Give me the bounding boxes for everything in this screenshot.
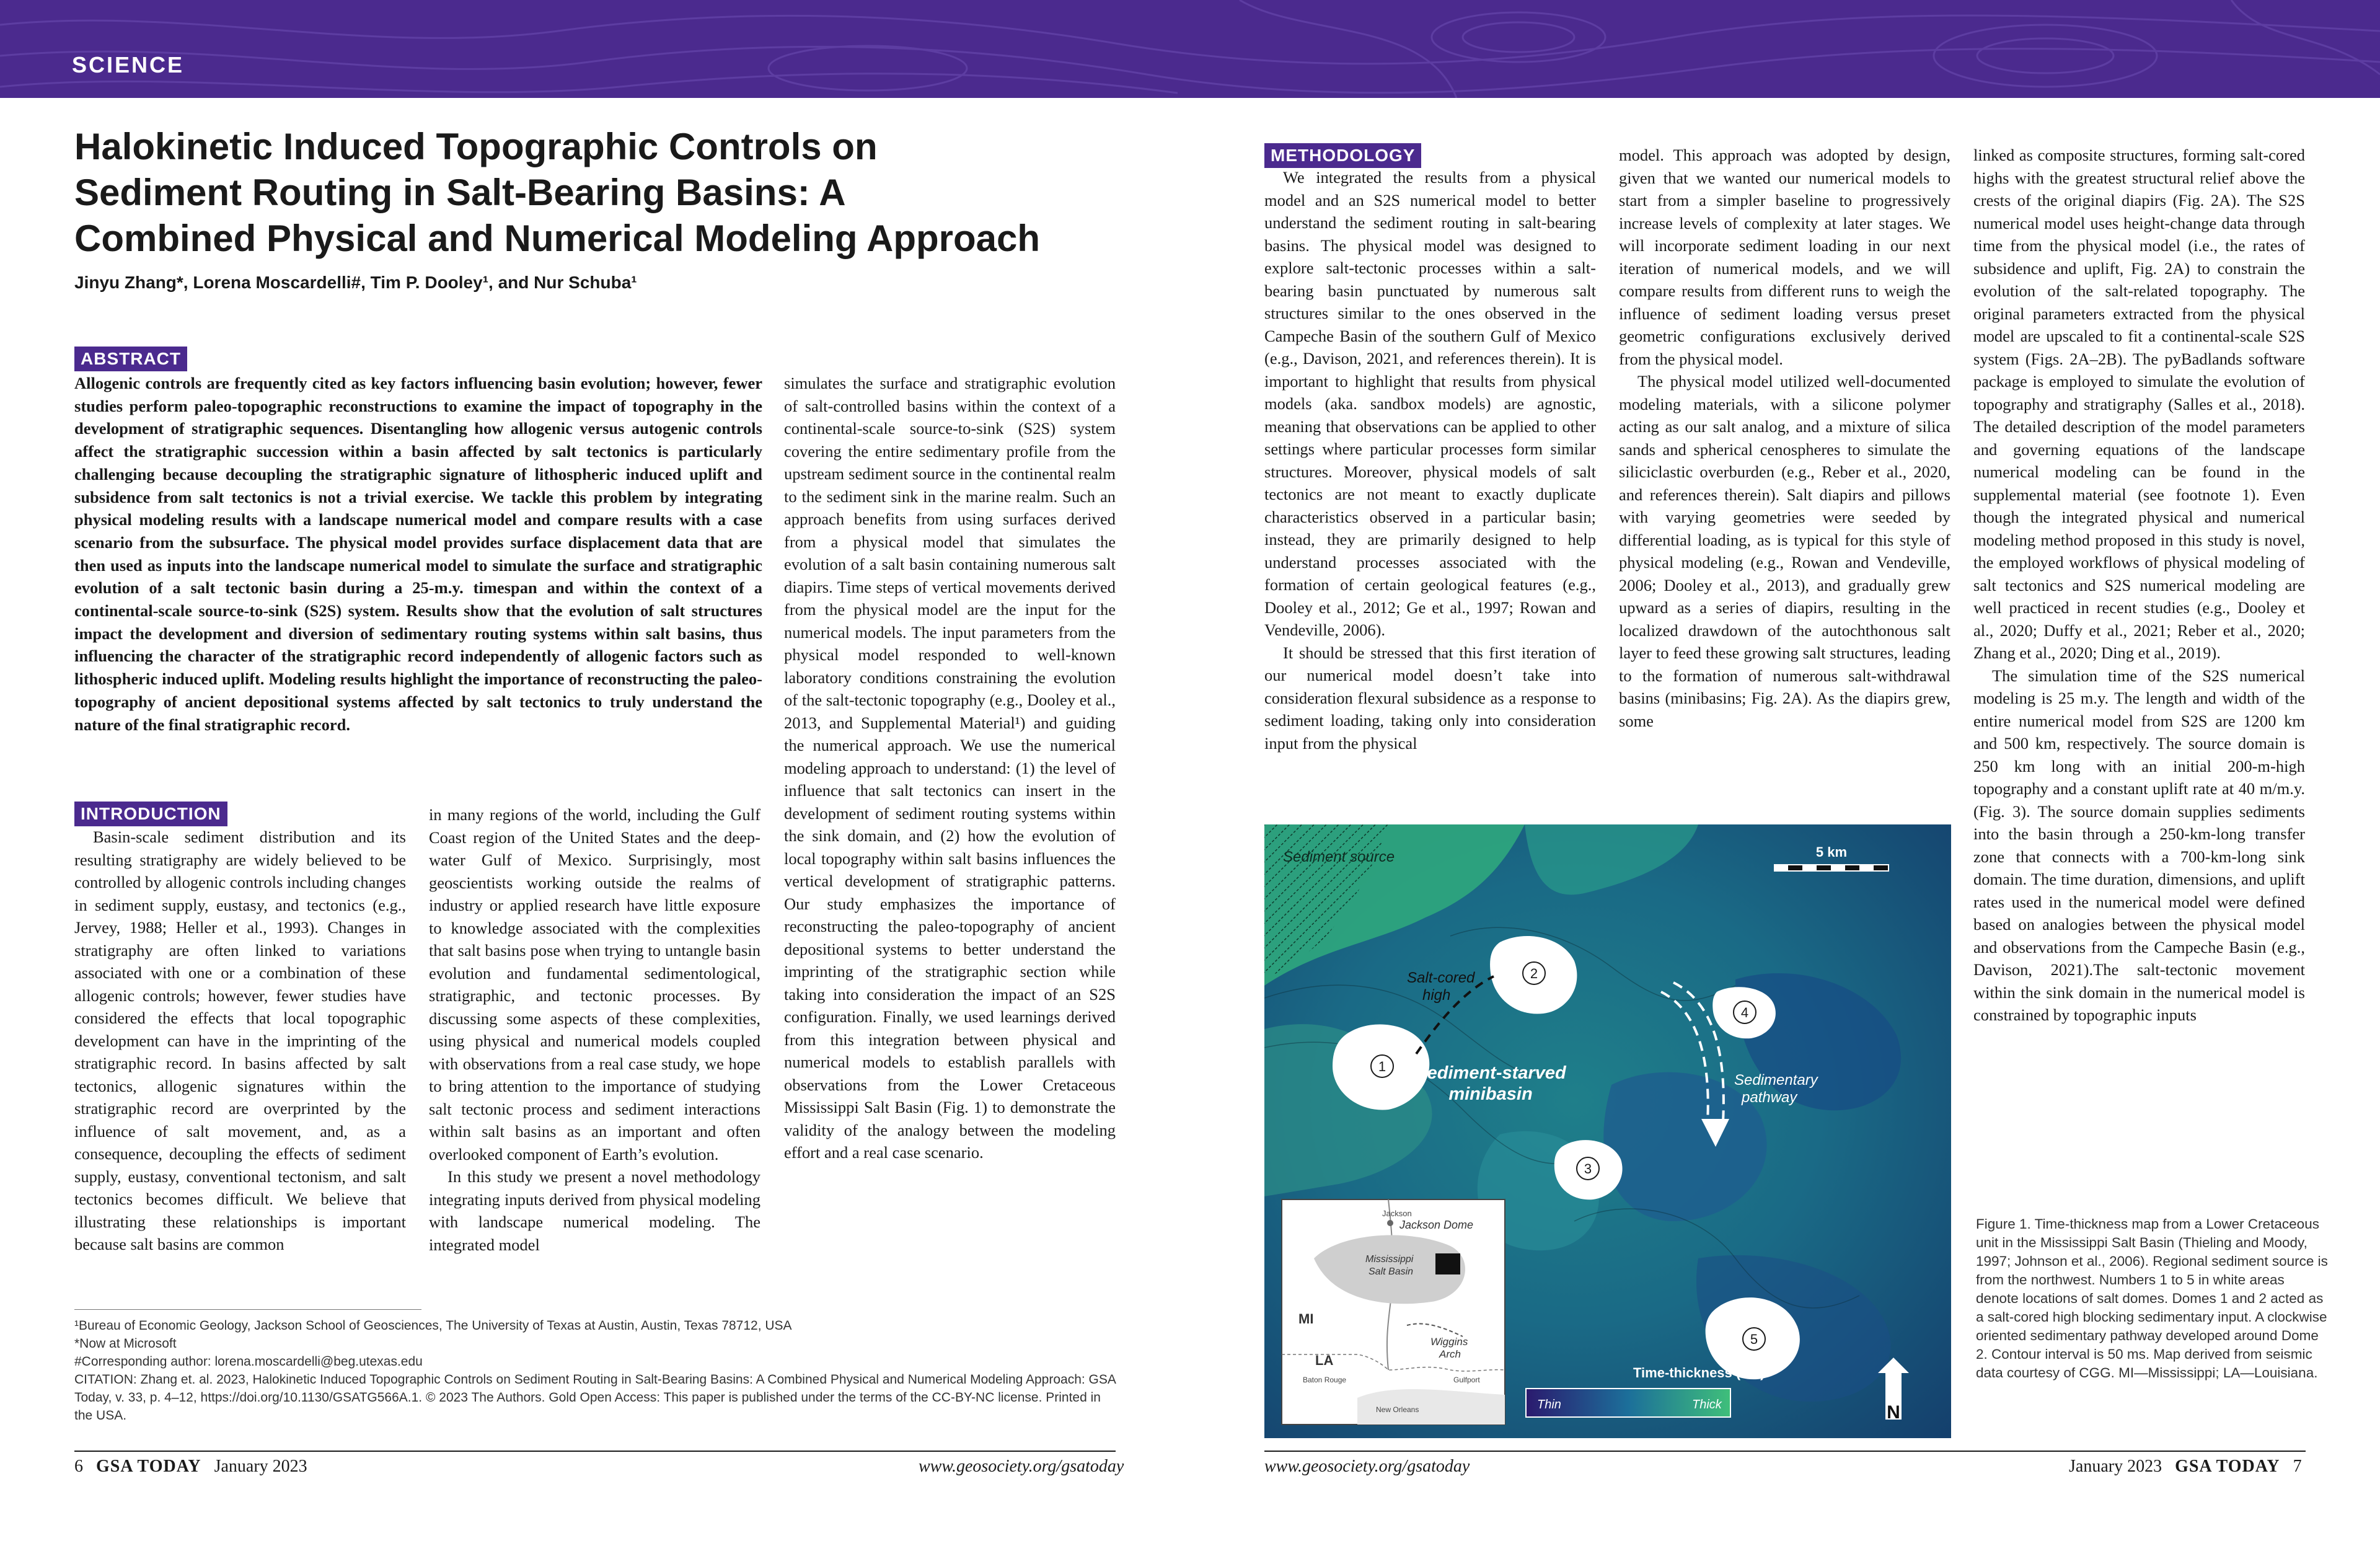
dome-number: 3: [1584, 1161, 1592, 1177]
citation-note: CITATION: Zhang et. al. 2023, Halokinetic Induced Topographic Controls on Sediment Routing in Salt-Bearing Basins: A Combined Physical and Numerical Modeling Approach: GSA Today, v. 33, p. 4–12, https://doi.org/10.1130/GSATG566A.1. © 2023 The Authors. Gold Open Access: This paper is published under the terms of the CC-BY-NC license. Printed in the USA.: [74, 1372, 1116, 1423]
methodology-column-3: [1973, 144, 2305, 1027]
inset-label: Mississippi Salt Basin: [1365, 1254, 1414, 1277]
sedimentary-pathway-label: Sedimentary pathway: [1734, 1072, 1818, 1106]
intro-column-2: [429, 803, 760, 1256]
abstract-body: [74, 372, 762, 736]
paragraph: Basin-scale sediment distribution and its resulting stratigraphy are widely believed to be controlled by allogenic controls including changes in sediment supply, eustasy, and tectonics (e.g., Jervey, 1988; Heller et al., 1993). Changes in stratigraphy are often linked to variations associated with one or a combination of these allogenic controls; however, fewer studies have considered the effects that local topographic development can have in the imprinting of the stratigraphic record. In basins affected by salt tectonics, allogenic signatures within the stratigraphic record are overprinted by the influence of salt movement, and, as a consequence, decoupling the effects of sediment supply, eustasy, conventional tectonism, and salt tectonics becomes difficult. We believe that illustrating these relationships is important because salt basins are common: [74, 828, 407, 1253]
issue-date: January 2023: [2069, 1457, 2162, 1476]
paragraph: in many regions of the world, including the Gulf Coast region of the United States and the deep-water Gulf of Mexico. Surprisingly, most geoscientists working outside the realms of industry or applied research have little exposure to knowledge associated with the complexities that salt basins pose when trying to untangle basin evolution and fundamental sedimentological, stratigraphic, and tectonic processes. By discussing some aspects of these complexities, using physical and numerical models coupled with observations from a real case study, we hope to bring attention to the importance of studying salt tectonic process and sediment interactions within salt basins as an important and often overlooked component of Earth’s evolution.: [429, 805, 760, 1164]
paragraph: The physical model utilized well-documented modeling materials, with a silicone polymer acting as our salt analog, and a mixture of silica sands and spherical cenospheres to simulate the siliciclastic overburden (e.g., Reber et al., 2020, and references therein). Salt diapirs and pillows with varying geometries were seeded by differential loading, as is typical for this style of physical modeling (e.g., Rowan and Vendeville, 2006; Dooley et al., 2013), and gradually grew upward as a series of diapirs, resulting in the localized drawdown of the autochthonous salt layer to feed these growing salt structures, leading to the formation of numerous salt-withdrawal basins (minibasins; Fig. 2A). As the diapirs grew, some: [1619, 372, 1950, 730]
folio-left: [74, 1457, 307, 1477]
sediment-source-label: Sediment source: [1283, 849, 1395, 865]
introduction-heading: [74, 802, 227, 826]
figure-1-caption: Figure 1. Time-thickness map from a Lower Cretaceous unit in the Mississippi Salt Basin (Thieling and Moody, 1997; Johnson et al., 2006). Regional sediment source is from the northwest. Numbers 1 to 5 in white areas denote locations of salt domes. Domes 1 and 2 acted as a salt-cored high blocking sedimentary input. A clockwise oriented sedimentary pathway developed around Dome 2. Contour interval is 50 ms. Map derived from seismic data courtesy of CGG. MI—Mississippi; LA—Louisiana.: [1976, 1216, 2328, 1380]
salt-cored-high-label: Salt-cored high: [1407, 970, 1475, 1004]
journal-url-right[interactable]: www.geosociety.org/gsatoday: [1264, 1457, 1470, 1476]
legend-title: Time-thickness (ms): [1633, 1365, 1765, 1380]
scale-label: 5 km: [1815, 844, 1848, 860]
paragraph: linked as composite structures, forming salt-cored highs with the greatest structural relief above the crests of the original diapirs (Fig. 2A). The S2S numerical model uses height-change data through time from the physical model (i.e., the rates of subsidence and uplift, Fig. 2A) to constrain the evolution of the salt-related topography. The original parameters extracted from the physical model are upscaled to fit a continental-scale S2S system (Figs. 2A–2B). The pyBadlands software package is employed to simulate the evolution of topography and stratigraphy (Salles et al., 2018). The detailed description of the model parameters and governing equations of the landscape numerical modeling can be found in the supplemental material (see footnote 1). Even though the integrated physical and numerical modeling method proposed in this study is novel, the employed workflows of physical modeling of salt tectonics and S2S numerical modeling are well practiced in recent studies (e.g., Dooley et al., 2020; Duffy et al., 2021; Reber et al., 2020; Zhang et al., 2020; Ding et al., 2019).: [1973, 146, 2305, 662]
title-line: Sediment Routing in Salt-Bearing Basins: A: [74, 172, 846, 213]
paragraph: In this study we present a novel methodology integrating inputs derived from physical modeling with landscape numerical modeling. The integrated model: [429, 1167, 760, 1254]
methodology-label: METHODOLOGY: [1264, 143, 1421, 168]
methodology-heading: [1264, 143, 1421, 168]
now-note: *Now at Microsoft: [74, 1336, 177, 1351]
abstract-heading: [74, 347, 187, 371]
paragraph: model. This approach was adopted by design, given that we wanted our numerical models to start from a simpler baseline to progressively increase levels of complexity at later stages. We will incorporate sediment loading in our next iteration of numerical models, and we will compare results from different runs to weigh the influence of sediment loading versus preset geometric configurations exclusively derived from the physical model.: [1619, 146, 1950, 368]
journal-name: GSA TODAY: [96, 1457, 201, 1476]
minibasin-label: Sediment-starved minibasin: [1415, 1063, 1566, 1104]
inset-label: Wiggins Arch: [1430, 1336, 1468, 1360]
affiliation-note: ¹Bureau of Economic Geology, Jackson School of Geosciences, The University of Texas at Austin, Austin, Texas 78712, USA: [74, 1319, 792, 1333]
scale-bar: [1774, 864, 1889, 872]
abstract-text: Allogenic controls are frequently cited as key factors influencing basin evolution; however, fewer studies perform paleo-topographic reconstructions to examine the impact of topography in the development of stratigraphic sequences. Disentangling how allogenic versus autogenic controls affect the stratigraphic succession within a basin affected by salt tectonics is particularly challenging because decoupling the stratigraphic signature of lithospheric induced uplift and subsidence from salt tectonics is not a trivial exercise. We tackle this problem by integrating physical modeling results with a landscape numerical model and compare results with a case scenario from the subsurface. The physical model provides surface displacement data that are then used as inputs into the landscape numerical model to simulate the surface and stratigraphic evolution of a salt tectonic basin during a 25-m.y. timespan and within the context of a continental-scale source-to-sink (S2S) system. Results show that the evolution of salt structures impact the development and diversion of sedimentary routing systems within salt basins, thus influencing the character of the stratigraphic record independently of allogenic factors such as lithospheric induced uplift. Modeling results highlight the importance of reconstructing the paleo-topography of ancient depositional systems affected by salt tectonics to truly understand the nature of the final stratigraphic record.: [74, 374, 762, 734]
dome-number: 2: [1530, 966, 1538, 981]
legend-thick-label: Thick: [1692, 1398, 1722, 1411]
paragraph: It should be stressed that this first iteration of our numerical model doesn’t take into consideration flexural subsidence as a response to sediment loading, taking only into consideration input from the physical: [1264, 643, 1596, 753]
location-inset-map: [1282, 1199, 1505, 1425]
title-line: Combined Physical and Numerical Modeling Approach: [74, 218, 1041, 259]
corresponding-note: #Corresponding author: lorena.moscardelli@beg.utexas.edu: [74, 1354, 423, 1369]
folio-right: [2069, 1457, 2302, 1477]
journal-name: GSA TODAY: [2175, 1457, 2280, 1476]
journal-url-left[interactable]: www.geosociety.org/gsatoday: [919, 1457, 1124, 1476]
dome-number: 1: [1378, 1059, 1386, 1074]
inset-label: Gulfport: [1453, 1376, 1480, 1384]
section-label: SCIENCE: [72, 52, 185, 77]
methodology-column-1: [1264, 166, 1596, 754]
folio-rule-left: [74, 1451, 1116, 1452]
page-number: 7: [2293, 1457, 2302, 1476]
paragraph: The simulation time of the S2S numerical modeling is 25 m.y. The length and width of the entire numerical model from S2S are 1200 km and 500 km, respectively. The source domain is 250 km long with an initial 200-m-high topography and a constant uplift rate at 40 m/m.y. (Fig. 3). The source domain supplies sediments into the basin through a 250-km-long transfer zone that connects with a 700-km-long sink domain. The time duration, dimensions, and uplift rates used in the numerical model were defined based on analogies between the physical model and observations from the Campeche Basin (e.g., Davison, 2021).The salt-tectonic movement within the sink domain in the numerical model is constrained by topographic inputs: [1973, 666, 2305, 1024]
legend-thin-label: Thin: [1537, 1398, 1561, 1411]
footnotes: [74, 1317, 1116, 1425]
inset-label: Jackson: [1382, 1209, 1412, 1218]
inset-label: MI: [1298, 1311, 1314, 1327]
north-label: N: [1887, 1402, 1900, 1423]
introduction-label: INTRODUCTION: [74, 802, 227, 826]
folio-rule-right: [1264, 1451, 2306, 1452]
title-line: Halokinetic Induced Topographic Controls on: [74, 126, 878, 167]
inset-label: Jackson Dome: [1399, 1219, 1474, 1231]
section-banner: [0, 0, 2380, 98]
author-list: Jinyu Zhang*, Lorena Moscardelli#, Tim P. Dooley¹, and Nur Schuba¹: [74, 273, 637, 292]
dome-number: 4: [1740, 1005, 1749, 1020]
intro-column-1: [74, 826, 406, 1256]
inset-label: LA: [1315, 1353, 1334, 1368]
intro-continued-column: [784, 372, 1116, 1164]
page-number: 6: [74, 1457, 83, 1476]
abstract-label: ABSTRACT: [74, 347, 187, 371]
article-title: [74, 124, 1178, 262]
paragraph: We integrated the results from a physical model and an S2S numerical model to better understand the sediment routing in salt-bearing basins. The physical model was designed to explore salt-tectonic processes within a salt-bearing basin punctuated by numerous salt structures similar to the ones observed in the Campeche Basin of the southern Gulf of Mexico (e.g., Davison, 2021, and references therein). It is important to highlight that results from physical models (aka. sandbox models) are agnostic, meaning that observations can be applied to other settings where particular processes form similar structures. Moreover, physical models of salt tectonics are not meant to exactly duplicate characteristics observed in a particular basin; instead, they are primarily designed to help understand processes associated with the formation of certain geological features (e.g., Dooley et al., 2012; Ge et al., 1997; Rowan and Vendeville, 2006).: [1264, 168, 1596, 639]
figure-1-time-thickness-map: [1264, 824, 1951, 1438]
footnote-rule: [74, 1309, 421, 1310]
topographic-contour-pattern: [0, 0, 2380, 98]
paragraph: simulates the surface and stratigraphic evolution of salt-controlled basins within the context of a continental-scale source-to-sink (S2S) system covering the entire sedimentary profile from the upstream sediment source in the continental realm to the sediment sink in the marine realm. Such an approach benefits from using surfaces derived from a physical model that simulates the evolution of a salt basin containing numerous salt diapirs. Time steps of vertical movements derived from the physical model are the input for the numerical models. The input parameters from the physical model responded to well-known laboratory conditions constraining the evolution of the salt-tectonic topography (e.g., Dooley et al., 2013, and Supplemental Material¹) and guiding the numerical approach. We use the numerical modeling approach to understand: (1) the level of influence that salt tectonics can insert in the development of sediment routing systems within the sink domain, and (2) how the evolution of local topography within salt basins influences the vertical development of stratigraphic patterns. Our study emphasizes the importance of reconstructing the paleo-topography of ancient depositional systems to better understand the imprinting of the stratigraphic section while taking into consideration the impact of an S2S configuration. Finally, we used learnings derived from this integration between physical and numerical models to establish parallels with observations from the Lower Cretaceous Mississippi Salt Basin (Fig. 1) to demonstrate the validity of the analogy between the modeling effort and a real case scenario.: [784, 374, 1116, 1162]
dome-number: 5: [1750, 1332, 1758, 1347]
issue-date: January 2023: [214, 1457, 307, 1476]
methodology-column-2: [1619, 144, 1950, 732]
inset-label: Baton Rouge: [1303, 1376, 1347, 1384]
inset-label: New Orleans: [1376, 1405, 1419, 1414]
